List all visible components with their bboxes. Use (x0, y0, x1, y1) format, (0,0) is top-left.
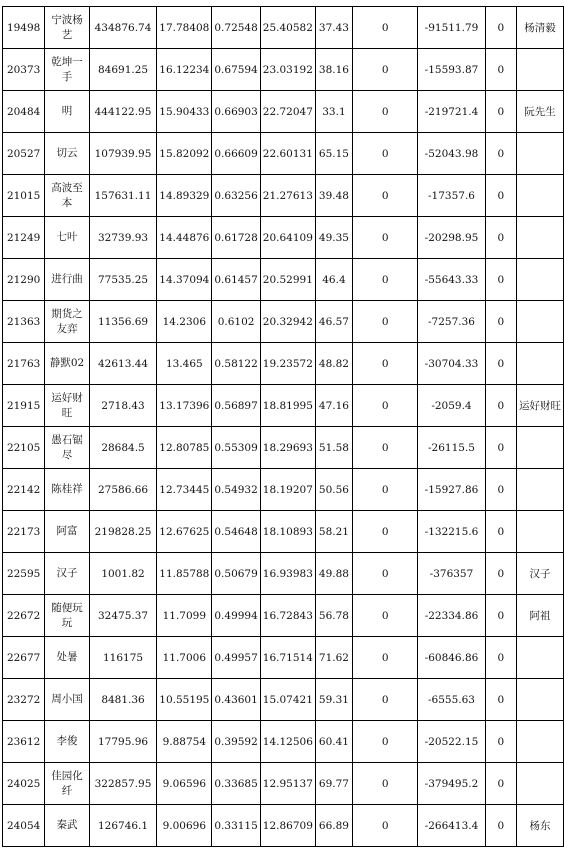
table-row (3, 637, 564, 679)
cell-zero-a: 0 (353, 259, 418, 301)
cell-percent: 46.4 (315, 259, 352, 301)
cell-id: 21290 (3, 259, 45, 301)
cell-contact (517, 217, 564, 259)
cell-ratio-c: 18.29693 (260, 427, 315, 469)
cell-ratio-c: 14.12506 (260, 721, 315, 763)
table-row (3, 511, 564, 553)
cell-name: 切云 (45, 133, 90, 175)
cell-contact (517, 469, 564, 511)
cell-id: 20527 (3, 133, 45, 175)
cell-zero-a: 0 (353, 637, 418, 679)
cell-ratio-a: 14.37094 (157, 259, 212, 301)
cell-percent: 49.35 (315, 217, 352, 259)
cell-ratio-b: 0.39592 (212, 721, 260, 763)
table-row (3, 721, 564, 763)
cell-zero-b: 0 (485, 133, 516, 175)
cell-name: 宁波杨艺 (45, 7, 90, 49)
cell-ratio-a: 11.7006 (157, 637, 212, 679)
cell-zero-b: 0 (485, 637, 516, 679)
cell-contact (517, 511, 564, 553)
cell-id: 20484 (3, 91, 45, 133)
cell-zero-b: 0 (485, 511, 516, 553)
cell-ratio-b: 0.6102 (212, 301, 260, 343)
cell-zero-a: 0 (353, 301, 418, 343)
cell-amount: 32475.37 (89, 595, 156, 637)
cell-balance: -132215.6 (418, 511, 485, 553)
cell-id: 20373 (3, 49, 45, 91)
cell-id: 21763 (3, 343, 45, 385)
cell-amount: 84691.25 (89, 49, 156, 91)
cell-zero-a: 0 (353, 511, 418, 553)
cell-contact (517, 259, 564, 301)
table-row (3, 217, 564, 259)
cell-zero-a: 0 (353, 217, 418, 259)
table-row (3, 91, 564, 133)
cell-ratio-c: 22.60131 (260, 133, 315, 175)
cell-contact (517, 763, 564, 805)
cell-amount: 126746.1 (89, 805, 156, 847)
cell-ratio-a: 14.44876 (157, 217, 212, 259)
cell-ratio-c: 20.32942 (260, 301, 315, 343)
cell-ratio-a: 15.82092 (157, 133, 212, 175)
table-row (3, 7, 564, 49)
cell-id: 21249 (3, 217, 45, 259)
cell-balance: -15927.86 (418, 469, 485, 511)
cell-percent: 48.82 (315, 343, 352, 385)
cell-balance: -52043.98 (418, 133, 485, 175)
table-row (3, 427, 564, 469)
cell-zero-b: 0 (485, 469, 516, 511)
cell-name: 秦武 (45, 805, 90, 847)
table-row (3, 175, 564, 217)
cell-zero-b: 0 (485, 595, 516, 637)
cell-ratio-b: 0.72548 (212, 7, 260, 49)
cell-percent: 69.77 (315, 763, 352, 805)
cell-percent: 66.89 (315, 805, 352, 847)
cell-amount: 77535.25 (89, 259, 156, 301)
cell-zero-a: 0 (353, 91, 418, 133)
cell-ratio-b: 0.58122 (212, 343, 260, 385)
cell-ratio-a: 12.67625 (157, 511, 212, 553)
cell-zero-a: 0 (353, 721, 418, 763)
cell-ratio-b: 0.49994 (212, 595, 260, 637)
cell-ratio-c: 16.93983 (260, 553, 315, 595)
cell-id: 21363 (3, 301, 45, 343)
cell-zero-b: 0 (485, 91, 516, 133)
cell-name: 愚石锯尽 (45, 427, 90, 469)
cell-ratio-a: 12.80785 (157, 427, 212, 469)
cell-name: 明 (45, 91, 90, 133)
cell-zero-a: 0 (353, 7, 418, 49)
cell-percent: 47.16 (315, 385, 352, 427)
cell-id: 22595 (3, 553, 45, 595)
cell-percent: 71.62 (315, 637, 352, 679)
cell-balance: -15593.87 (418, 49, 485, 91)
cell-balance: -2059.4 (418, 385, 485, 427)
cell-zero-b: 0 (485, 7, 516, 49)
cell-zero-a: 0 (353, 427, 418, 469)
cell-balance: -219721.4 (418, 91, 485, 133)
cell-balance: -266413.4 (418, 805, 485, 847)
cell-balance: -6555.63 (418, 679, 485, 721)
cell-name: 高波至本 (45, 175, 90, 217)
cell-balance: -60846.86 (418, 637, 485, 679)
cell-zero-b: 0 (485, 343, 516, 385)
cell-amount: 28684.5 (89, 427, 156, 469)
cell-ratio-a: 15.90433 (157, 91, 212, 133)
cell-id: 22142 (3, 469, 45, 511)
cell-ratio-b: 0.66903 (212, 91, 260, 133)
cell-name: 汉子 (45, 553, 90, 595)
table-row (3, 679, 564, 721)
cell-balance: -26115.5 (418, 427, 485, 469)
cell-amount: 157631.11 (89, 175, 156, 217)
cell-balance: -17357.6 (418, 175, 485, 217)
cell-name: 运好财旺 (45, 385, 90, 427)
cell-id: 22105 (3, 427, 45, 469)
cell-ratio-a: 11.7099 (157, 595, 212, 637)
table-row (3, 805, 564, 847)
cell-name: 七叶 (45, 217, 90, 259)
cell-balance: -376357 (418, 553, 485, 595)
cell-ratio-c: 16.72843 (260, 595, 315, 637)
cell-id: 21915 (3, 385, 45, 427)
cell-percent: 60.41 (315, 721, 352, 763)
cell-ratio-b: 0.63256 (212, 175, 260, 217)
cell-contact (517, 49, 564, 91)
cell-zero-b: 0 (485, 49, 516, 91)
ranking-table (2, 6, 564, 847)
cell-name: 佳园化纤 (45, 763, 90, 805)
cell-name: 阿富 (45, 511, 90, 553)
cell-contact (517, 721, 564, 763)
cell-ratio-c: 16.71514 (260, 637, 315, 679)
cell-zero-a: 0 (353, 133, 418, 175)
cell-balance: -30704.33 (418, 343, 485, 385)
cell-ratio-b: 0.50679 (212, 553, 260, 595)
cell-contact (517, 133, 564, 175)
cell-name: 处暑 (45, 637, 90, 679)
table-row (3, 301, 564, 343)
table-row (3, 763, 564, 805)
cell-ratio-b: 0.66609 (212, 133, 260, 175)
cell-percent: 50.56 (315, 469, 352, 511)
cell-ratio-c: 25.40582 (260, 7, 315, 49)
cell-ratio-b: 0.55309 (212, 427, 260, 469)
cell-zero-b: 0 (485, 427, 516, 469)
cell-ratio-c: 23.03192 (260, 49, 315, 91)
cell-zero-b: 0 (485, 553, 516, 595)
cell-id: 19498 (3, 7, 45, 49)
cell-name: 随便玩玩 (45, 595, 90, 637)
cell-id: 23272 (3, 679, 45, 721)
cell-percent: 37.43 (315, 7, 352, 49)
cell-contact (517, 301, 564, 343)
cell-zero-a: 0 (353, 385, 418, 427)
cell-balance: -20522.15 (418, 721, 485, 763)
cell-name: 乾坤一手 (45, 49, 90, 91)
cell-ratio-a: 14.2306 (157, 301, 212, 343)
cell-zero-b: 0 (485, 679, 516, 721)
cell-contact (517, 175, 564, 217)
cell-balance: -55643.33 (418, 259, 485, 301)
cell-name: 周小国 (45, 679, 90, 721)
cell-amount: 116175 (89, 637, 156, 679)
cell-zero-a: 0 (353, 805, 418, 847)
cell-ratio-b: 0.49957 (212, 637, 260, 679)
cell-zero-b: 0 (485, 721, 516, 763)
cell-ratio-a: 13.17396 (157, 385, 212, 427)
cell-amount: 322857.95 (89, 763, 156, 805)
cell-ratio-b: 0.56897 (212, 385, 260, 427)
cell-zero-b: 0 (485, 301, 516, 343)
cell-zero-a: 0 (353, 763, 418, 805)
cell-id: 24025 (3, 763, 45, 805)
cell-name: 静默02 (45, 343, 90, 385)
cell-amount: 17795.96 (89, 721, 156, 763)
cell-amount: 27586.66 (89, 469, 156, 511)
cell-zero-a: 0 (353, 595, 418, 637)
cell-id: 24054 (3, 805, 45, 847)
cell-contact (517, 427, 564, 469)
cell-percent: 49.88 (315, 553, 352, 595)
cell-percent: 51.58 (315, 427, 352, 469)
cell-contact: 运好财旺 (517, 385, 564, 427)
cell-balance: -22334.86 (418, 595, 485, 637)
cell-zero-b: 0 (485, 763, 516, 805)
table-row (3, 133, 564, 175)
cell-ratio-c: 19.23572 (260, 343, 315, 385)
cell-id: 23612 (3, 721, 45, 763)
table-row (3, 385, 564, 427)
cell-contact: 杨东 (517, 805, 564, 847)
cell-percent: 56.78 (315, 595, 352, 637)
cell-contact (517, 343, 564, 385)
cell-name: 李俊 (45, 721, 90, 763)
cell-zero-a: 0 (353, 553, 418, 595)
cell-zero-b: 0 (485, 259, 516, 301)
cell-ratio-c: 12.86709 (260, 805, 315, 847)
cell-ratio-a: 9.88754 (157, 721, 212, 763)
cell-ratio-a: 11.85788 (157, 553, 212, 595)
cell-zero-b: 0 (485, 175, 516, 217)
cell-zero-a: 0 (353, 49, 418, 91)
cell-amount: 1001.82 (89, 553, 156, 595)
cell-ratio-c: 18.19207 (260, 469, 315, 511)
cell-ratio-b: 0.33115 (212, 805, 260, 847)
cell-name: 进行曲 (45, 259, 90, 301)
table-row (3, 469, 564, 511)
cell-id: 22677 (3, 637, 45, 679)
cell-percent: 38.16 (315, 49, 352, 91)
cell-ratio-a: 12.73445 (157, 469, 212, 511)
cell-id: 21015 (3, 175, 45, 217)
cell-ratio-c: 18.10893 (260, 511, 315, 553)
cell-ratio-a: 14.89329 (157, 175, 212, 217)
cell-zero-a: 0 (353, 679, 418, 721)
cell-ratio-b: 0.43601 (212, 679, 260, 721)
cell-contact (517, 637, 564, 679)
cell-ratio-a: 9.06596 (157, 763, 212, 805)
cell-percent: 59.31 (315, 679, 352, 721)
cell-contact: 汉子 (517, 553, 564, 595)
cell-percent: 58.21 (315, 511, 352, 553)
cell-ratio-b: 0.54648 (212, 511, 260, 553)
cell-balance: -7257.36 (418, 301, 485, 343)
cell-ratio-b: 0.33685 (212, 763, 260, 805)
cell-ratio-c: 21.27613 (260, 175, 315, 217)
cell-contact: 阿祖 (517, 595, 564, 637)
cell-amount: 32739.93 (89, 217, 156, 259)
cell-percent: 46.57 (315, 301, 352, 343)
cell-ratio-a: 13.465 (157, 343, 212, 385)
cell-percent: 33.1 (315, 91, 352, 133)
cell-ratio-c: 22.72047 (260, 91, 315, 133)
cell-contact (517, 679, 564, 721)
cell-contact: 杨清毅 (517, 7, 564, 49)
cell-zero-a: 0 (353, 175, 418, 217)
cell-id: 22173 (3, 511, 45, 553)
cell-ratio-b: 0.54932 (212, 469, 260, 511)
cell-amount: 2718.43 (89, 385, 156, 427)
cell-amount: 11356.69 (89, 301, 156, 343)
cell-balance: -379495.2 (418, 763, 485, 805)
cell-name: 期货之友弈 (45, 301, 90, 343)
cell-zero-b: 0 (485, 217, 516, 259)
cell-id: 22672 (3, 595, 45, 637)
cell-amount: 107939.95 (89, 133, 156, 175)
cell-ratio-b: 0.61457 (212, 259, 260, 301)
cell-ratio-a: 10.55195 (157, 679, 212, 721)
table-row (3, 595, 564, 637)
table-row (3, 259, 564, 301)
cell-ratio-c: 12.95137 (260, 763, 315, 805)
cell-ratio-b: 0.61728 (212, 217, 260, 259)
cell-ratio-c: 20.64109 (260, 217, 315, 259)
cell-ratio-c: 20.52991 (260, 259, 315, 301)
cell-amount: 434876.74 (89, 7, 156, 49)
cell-ratio-c: 15.07421 (260, 679, 315, 721)
cell-ratio-b: 0.67594 (212, 49, 260, 91)
cell-amount: 444122.95 (89, 91, 156, 133)
cell-ratio-c: 18.81995 (260, 385, 315, 427)
cell-balance: -91511.79 (418, 7, 485, 49)
cell-zero-b: 0 (485, 805, 516, 847)
cell-ratio-a: 16.12234 (157, 49, 212, 91)
cell-zero-a: 0 (353, 343, 418, 385)
cell-ratio-a: 9.00696 (157, 805, 212, 847)
cell-name: 陈桂祥 (45, 469, 90, 511)
table-body (3, 7, 564, 847)
table-row (3, 553, 564, 595)
cell-zero-b: 0 (485, 385, 516, 427)
cell-amount: 8481.36 (89, 679, 156, 721)
table-row (3, 49, 564, 91)
cell-zero-a: 0 (353, 469, 418, 511)
cell-percent: 65.15 (315, 133, 352, 175)
cell-balance: -20298.95 (418, 217, 485, 259)
cell-percent: 39.48 (315, 175, 352, 217)
table-row (3, 343, 564, 385)
cell-amount: 219828.25 (89, 511, 156, 553)
cell-amount: 42613.44 (89, 343, 156, 385)
cell-ratio-a: 17.78408 (157, 7, 212, 49)
cell-contact: 阮先生 (517, 91, 564, 133)
